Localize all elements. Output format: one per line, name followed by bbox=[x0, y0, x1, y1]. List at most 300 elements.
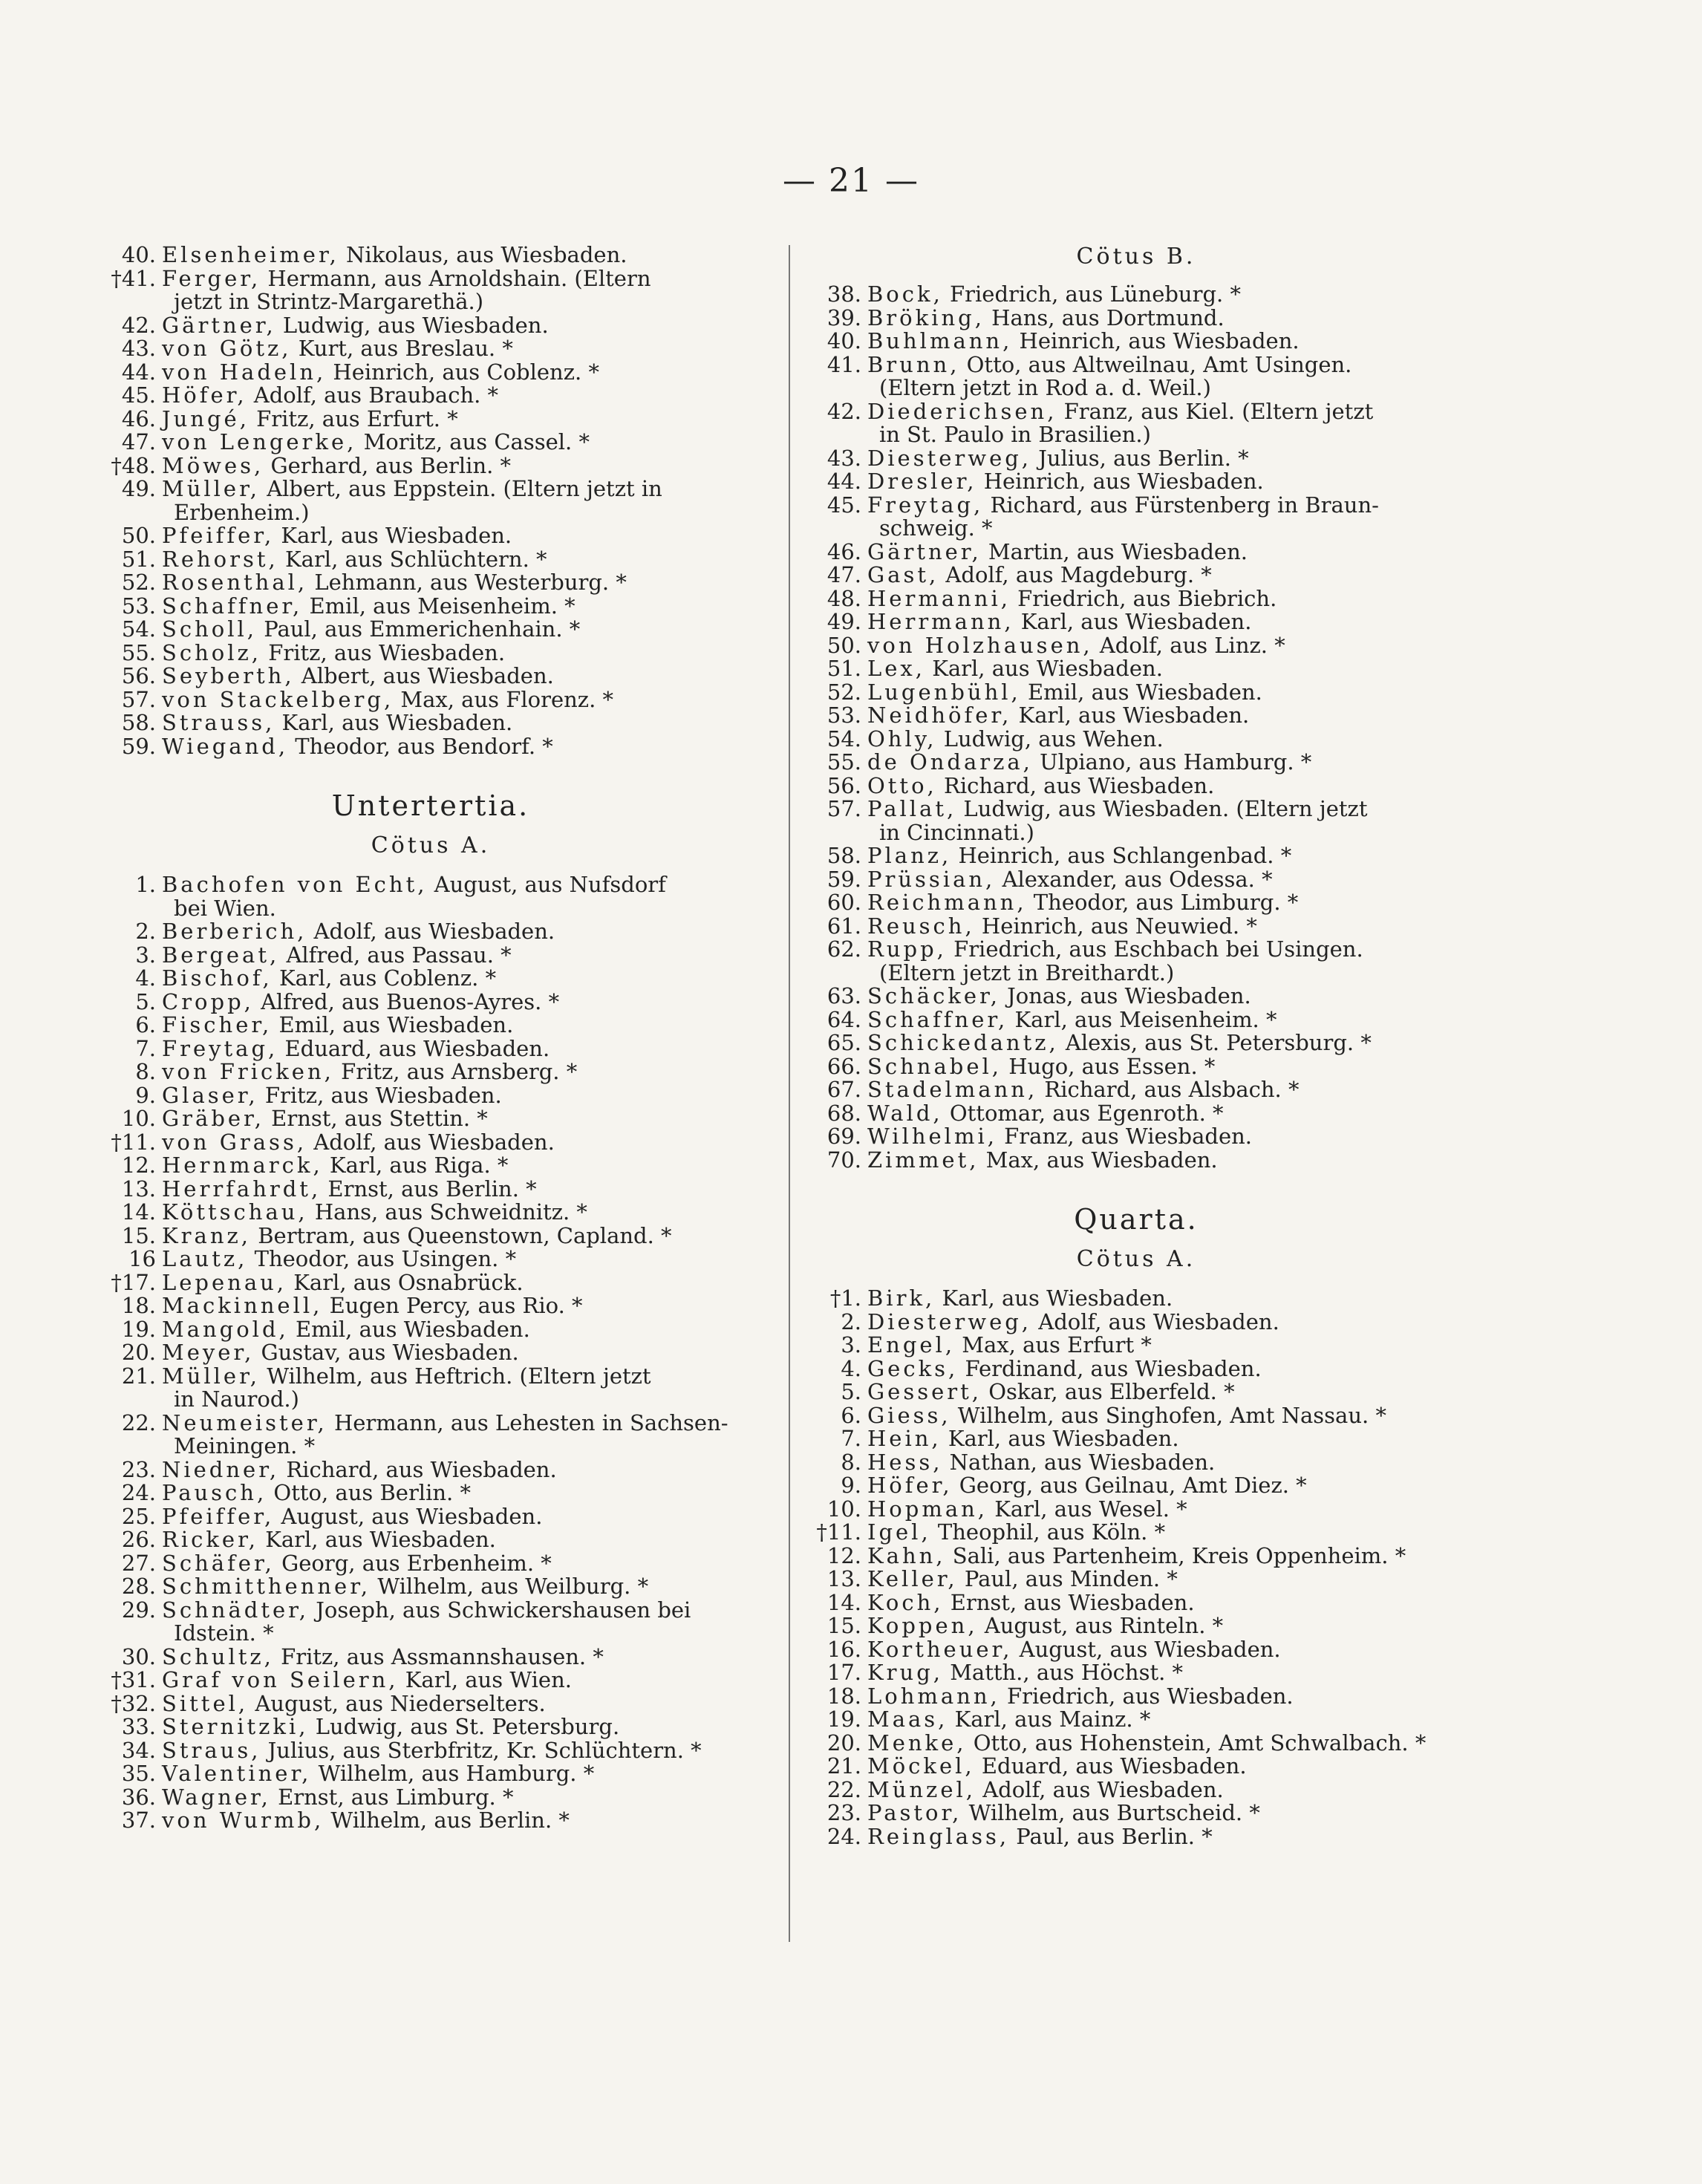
entry-number: 47. bbox=[121, 429, 156, 454]
entry-details: Wilhelm, aus Singhofen, Amt Nassau. * bbox=[951, 1402, 1386, 1428]
entry-number: 68. bbox=[826, 1100, 861, 1126]
entry-details: Albert, aus Eppstein. (Eltern jetzt in bbox=[259, 476, 662, 501]
list-item bbox=[809, 353, 1463, 400]
entry-details: Theodor, aus Bendorf. * bbox=[288, 733, 553, 759]
entry-number: 7. bbox=[841, 1426, 861, 1451]
entry-number: 33. bbox=[121, 1714, 156, 1739]
entry-continuation: bei Wien. bbox=[174, 895, 276, 921]
list-item bbox=[104, 244, 757, 267]
entry-surname: Rupp, bbox=[867, 936, 947, 962]
entry-number: 5. bbox=[135, 988, 156, 1014]
entry-surname: Koppen, bbox=[867, 1613, 978, 1638]
entry-number: 46. bbox=[121, 405, 156, 431]
entry-details: Friedrich, aus Wiesbaden. bbox=[1000, 1683, 1294, 1709]
entry-details: Ludwig, aus St. Petersburg. bbox=[308, 1714, 620, 1739]
entry-details: Hugo, aus Essen. * bbox=[1001, 1053, 1216, 1079]
entry-surname: von Grass, bbox=[162, 1129, 307, 1155]
entry-number: 9. bbox=[135, 1082, 156, 1108]
entry-number: 53. bbox=[121, 593, 156, 619]
entry-number: 16. bbox=[826, 1636, 861, 1662]
list-item bbox=[104, 967, 757, 991]
entry-details: Hans, aus Dortmund. bbox=[984, 304, 1225, 330]
entry-details: Otto, aus Hohenstein, Amt Schwalbach. * bbox=[966, 1730, 1427, 1756]
list-item bbox=[104, 1318, 757, 1342]
list-item bbox=[104, 1294, 757, 1318]
list-item bbox=[104, 988, 757, 1014]
list-item bbox=[809, 915, 1463, 939]
list-item bbox=[809, 1802, 1463, 1825]
entry-number: 21. bbox=[121, 1363, 156, 1389]
entry-number: 16 bbox=[128, 1246, 156, 1271]
list-item bbox=[104, 688, 757, 712]
entry-surname: Maas, bbox=[867, 1707, 948, 1732]
entry-details: Hermann, aus Arnoldshain. (Eltern bbox=[261, 265, 651, 291]
entry-details: Franz, aus Kiel. (Eltern jetzt bbox=[1057, 398, 1374, 424]
list-item bbox=[104, 1692, 757, 1716]
list-item bbox=[104, 1060, 757, 1084]
entry-surname: Planz, bbox=[867, 843, 952, 868]
entry-number: 4. bbox=[841, 1355, 861, 1381]
entry-surname: Keller, bbox=[867, 1566, 958, 1591]
entry-surname: Kahn, bbox=[867, 1542, 946, 1568]
list-item bbox=[104, 735, 757, 759]
entry-number: 21. bbox=[826, 1753, 861, 1779]
entry-details: Max, aus Erfurt * bbox=[955, 1332, 1152, 1357]
entry-list bbox=[809, 1287, 1463, 1848]
entry-details: Alfred, aus Buenos-Ayres. * bbox=[253, 988, 560, 1014]
entry-details: Heinrich, aus Neuwied. * bbox=[974, 913, 1257, 939]
entry-surname: Pfeiffer, bbox=[162, 523, 275, 548]
entry-details: Karl, aus Wien. bbox=[398, 1667, 572, 1692]
entry-number: 38. bbox=[826, 281, 861, 307]
entry-details: Wilhelm, aus Heftrich. (Eltern jetzt bbox=[259, 1363, 651, 1389]
entry-details: Julius, aus Sterbfritz, Kr. Schlüchtern. * bbox=[261, 1737, 702, 1763]
entry-details: Fritz, aus Wiesbaden. bbox=[258, 1082, 502, 1108]
list-item bbox=[104, 1201, 757, 1225]
list-item bbox=[104, 1552, 757, 1576]
entry-number: 65. bbox=[826, 1030, 861, 1055]
entry-surname: von Götz, bbox=[162, 336, 292, 361]
entry-details: Georg, aus Geilnau, Amt Diez. * bbox=[952, 1473, 1307, 1498]
entry-number: 39. bbox=[826, 304, 861, 330]
entry-number: 55. bbox=[121, 639, 156, 665]
entry-surname: Koch, bbox=[867, 1589, 944, 1615]
entry-number: 5. bbox=[841, 1379, 861, 1404]
entry-number: 45. bbox=[121, 382, 156, 408]
entry-details: Moritz, aus Cassel. * bbox=[356, 429, 590, 454]
entry-surname: Otto, bbox=[867, 772, 937, 798]
entry-number: 24. bbox=[826, 1823, 861, 1849]
entry-number: 13. bbox=[121, 1176, 156, 1202]
entry-surname: Schaffner, bbox=[867, 1006, 1008, 1032]
entry-number: 46. bbox=[826, 538, 861, 564]
entry-surname: Herrmann, bbox=[867, 609, 1014, 634]
entry-surname: Münzel, bbox=[867, 1776, 976, 1802]
entry-number: 20. bbox=[826, 1730, 861, 1756]
entry-number: 51. bbox=[121, 546, 156, 572]
list-item bbox=[809, 470, 1463, 494]
list-item bbox=[809, 447, 1463, 471]
list-item bbox=[104, 1762, 757, 1786]
list-item bbox=[809, 1498, 1463, 1522]
list-item bbox=[104, 384, 757, 408]
entry-surname: Schultz, bbox=[162, 1643, 274, 1669]
entry-details: Karl, aus Wiesbaden. bbox=[941, 1426, 1179, 1451]
entry-surname: Reinglass, bbox=[867, 1823, 1010, 1849]
entry-details: Gustav, aus Wiesbaden. bbox=[254, 1340, 519, 1365]
entry-surname: Bischof, bbox=[162, 965, 273, 991]
entry-details: Oskar, aus Elberfeld. * bbox=[982, 1379, 1235, 1404]
list-item bbox=[104, 1271, 757, 1295]
entry-number: †41. bbox=[111, 265, 156, 291]
entry-details: Adolf, aus Linz. * bbox=[1092, 632, 1285, 658]
list-item bbox=[809, 1732, 1463, 1756]
list-item bbox=[809, 1031, 1463, 1055]
entry-surname: Bachofen von Echt, bbox=[162, 872, 428, 897]
entry-details: Richard, aus Alsbach. * bbox=[1037, 1077, 1300, 1102]
list-item bbox=[104, 1643, 757, 1669]
list-item bbox=[809, 985, 1463, 1008]
entry-details: Ludwig, aus Wiesbaden. bbox=[275, 312, 549, 338]
list-item bbox=[104, 1365, 757, 1412]
list-item bbox=[809, 1708, 1463, 1732]
entry-surname: Gärtner, bbox=[162, 312, 276, 338]
entry-surname: von Holzhausen, bbox=[867, 632, 1093, 658]
entry-surname: Müller, bbox=[162, 476, 260, 501]
list-item bbox=[104, 1458, 757, 1482]
entry-details: Karl, aus Riga. * bbox=[322, 1153, 509, 1178]
entry-number: 6. bbox=[841, 1402, 861, 1428]
entry-details: Hermann, aus Lehesten in Sachsen- bbox=[327, 1409, 728, 1435]
entry-number: 35. bbox=[121, 1761, 156, 1786]
list-item bbox=[104, 1715, 757, 1739]
list-item bbox=[104, 1248, 757, 1271]
list-item bbox=[104, 1014, 757, 1037]
entry-surname: Valentiner, bbox=[162, 1761, 312, 1786]
entry-details: Julius, aus Berlin. * bbox=[1031, 445, 1249, 471]
entry-details: Alexis, aus St. Petersburg. * bbox=[1058, 1030, 1372, 1055]
list-item bbox=[809, 564, 1463, 587]
entry-surname: Wiegand, bbox=[162, 733, 289, 759]
list-item bbox=[809, 304, 1463, 330]
entry-surname: Lex, bbox=[867, 656, 925, 681]
entry-number: 12. bbox=[826, 1542, 861, 1568]
list-item bbox=[809, 772, 1463, 798]
entry-number: 64. bbox=[826, 1006, 861, 1032]
list-item bbox=[104, 477, 757, 524]
entry-details: Karl, aus Wesel. * bbox=[988, 1496, 1187, 1522]
entry-surname: Reichmann, bbox=[867, 890, 1027, 915]
entry-details: Adolf, aus Wiesbaden. bbox=[1031, 1308, 1279, 1334]
entry-surname: Reusch, bbox=[867, 913, 975, 939]
entry-number: 56. bbox=[826, 772, 861, 798]
entry-number: 63. bbox=[826, 983, 861, 1008]
entry-continuation: (Eltern jetzt in Rod a. d. Weil.) bbox=[879, 375, 1211, 400]
entry-surname: Jungé, bbox=[162, 405, 250, 431]
entry-number: 22. bbox=[121, 1409, 156, 1435]
list-item bbox=[809, 1591, 1463, 1615]
entry-surname: Schäcker, bbox=[867, 983, 1000, 1008]
page-number: — 21 — bbox=[783, 162, 919, 200]
list-item bbox=[809, 704, 1463, 728]
entry-details: Gerhard, aus Berlin. * bbox=[264, 452, 512, 478]
entry-details: Adolf, aus Wiesbaden. bbox=[307, 919, 555, 944]
entry-surname: Müller, bbox=[162, 1363, 260, 1389]
entry-details: Adolf, aus Braubach. * bbox=[247, 382, 499, 408]
entry-surname: Glaser, bbox=[162, 1082, 258, 1108]
list-item bbox=[809, 283, 1463, 307]
entry-details: Paul, aus Berlin. * bbox=[1009, 1823, 1213, 1849]
entry-number: †1. bbox=[829, 1285, 861, 1311]
entry-surname: Neumeister, bbox=[162, 1409, 327, 1435]
entry-surname: Lohmann, bbox=[867, 1683, 1000, 1709]
list-item bbox=[809, 330, 1463, 353]
list-item bbox=[104, 873, 757, 920]
entry-details: Heinrich, aus Wiesbaden. bbox=[976, 469, 1264, 494]
entry-surname: Niedner, bbox=[162, 1456, 280, 1482]
entry-number: †11. bbox=[111, 1129, 156, 1155]
list-item bbox=[104, 1131, 757, 1155]
entry-surname: Bröking, bbox=[867, 304, 985, 330]
entry-number: 13. bbox=[826, 1566, 861, 1591]
entry-surname: Igel, bbox=[867, 1519, 931, 1545]
entry-details: Sali, aus Partenheim, Kreis Oppenheim. * bbox=[945, 1542, 1406, 1568]
entry-surname: Schnädter, bbox=[162, 1597, 310, 1623]
entry-continuation: Meiningen. * bbox=[174, 1433, 316, 1458]
list-item bbox=[104, 1341, 757, 1365]
entry-surname: Möckel, bbox=[867, 1753, 975, 1779]
entry-surname: Bock, bbox=[867, 281, 943, 307]
entry-details: Karl, aus Wiesbaden. bbox=[274, 523, 512, 548]
entry-number: 3. bbox=[841, 1332, 861, 1357]
entry-details: Lehmann, aus Westerburg. * bbox=[307, 570, 627, 595]
entry-details: Wilhelm, aus Burtscheid. * bbox=[962, 1800, 1260, 1825]
list-item bbox=[104, 1505, 757, 1529]
entry-number: 6. bbox=[135, 1012, 156, 1037]
entry-number: 7. bbox=[135, 1035, 156, 1061]
entry-surname: Scholz, bbox=[162, 639, 262, 665]
list-item bbox=[809, 1381, 1463, 1404]
entry-surname: Gast, bbox=[867, 562, 939, 587]
entry-details: Karl, aus Wiesbaden. bbox=[275, 710, 513, 735]
entry-number: 55. bbox=[826, 749, 861, 775]
entry-number: 20. bbox=[121, 1340, 156, 1365]
entry-number: 24. bbox=[121, 1480, 156, 1505]
list-item bbox=[104, 405, 757, 431]
entry-number: 1. bbox=[135, 872, 156, 897]
entry-number: 19. bbox=[121, 1316, 156, 1342]
entry-number: 59. bbox=[121, 733, 156, 759]
list-item bbox=[104, 337, 757, 361]
entry-details: Emil, aus Wiesbaden. bbox=[288, 1316, 530, 1342]
entry-surname: Schaffner, bbox=[162, 593, 303, 619]
entry-surname: Rosenthal, bbox=[162, 570, 308, 595]
entry-details: Fritz, aus Erfurt. * bbox=[249, 405, 458, 431]
entry-number: 15. bbox=[826, 1613, 861, 1638]
list-item bbox=[104, 1528, 757, 1552]
entry-details: Heinrich, aus Wiesbaden. bbox=[1012, 328, 1300, 353]
entry-surname: Sternitzki, bbox=[162, 1714, 309, 1739]
entry-number: 22. bbox=[826, 1776, 861, 1802]
list-item bbox=[104, 1178, 757, 1202]
entry-number: 2. bbox=[135, 919, 156, 944]
entry-details: Richard, aus Wiesbaden. bbox=[936, 772, 1215, 798]
entry-details: Theophil, aus Köln. * bbox=[930, 1519, 1166, 1545]
entry-number: 50. bbox=[826, 632, 861, 658]
entry-list bbox=[104, 873, 757, 1833]
entry-number: †17. bbox=[111, 1269, 156, 1295]
entry-details: Richard, aus Fürstenberg in Braun- bbox=[983, 492, 1379, 518]
entry-surname: Seyberth, bbox=[162, 663, 295, 688]
entry-details: Alexander, aus Odessa. * bbox=[995, 866, 1273, 892]
entry-surname: Köttschau, bbox=[162, 1199, 308, 1225]
list-item bbox=[104, 595, 757, 619]
entry-details: Albert, aus Wiesbaden. bbox=[294, 663, 554, 688]
entry-number: 42. bbox=[826, 398, 861, 424]
entry-details: Otto, aus Altweilnau, Amt Usingen. bbox=[959, 351, 1352, 377]
entry-surname: Bergeat, bbox=[162, 942, 280, 968]
entry-number: 49. bbox=[121, 476, 156, 501]
entry-details: Paul, aus Emmerichenhain. * bbox=[257, 616, 581, 642]
list-item bbox=[809, 1102, 1463, 1126]
entry-surname: Sittel, bbox=[162, 1690, 249, 1716]
entry-surname: Pfeiffer, bbox=[162, 1503, 275, 1529]
entry-surname: von Fricken, bbox=[162, 1059, 334, 1084]
list-item bbox=[809, 610, 1463, 634]
entry-surname: Ferger, bbox=[162, 265, 261, 291]
right-column bbox=[809, 244, 1463, 1848]
entry-surname: Meyer, bbox=[162, 1340, 255, 1365]
entry-surname: Gecks, bbox=[867, 1355, 959, 1381]
list-item bbox=[104, 548, 757, 572]
entry-surname: Hess, bbox=[867, 1449, 943, 1475]
list-item bbox=[809, 587, 1463, 611]
entry-surname: Diederichsen, bbox=[867, 398, 1057, 424]
list-item bbox=[809, 1638, 1463, 1662]
entry-surname: Gärtner, bbox=[867, 538, 982, 564]
list-item bbox=[104, 1154, 757, 1178]
entry-details: August, aus Rinteln. * bbox=[977, 1613, 1224, 1638]
entry-details: Ottomar, aus Egenroth. * bbox=[942, 1100, 1224, 1126]
list-item bbox=[104, 361, 757, 385]
list-item bbox=[104, 267, 757, 314]
entry-details: Fritz, aus Arnsberg. * bbox=[333, 1059, 578, 1084]
entry-details: Adolf, aus Wiesbaden. bbox=[307, 1129, 555, 1155]
entry-details: Ulpiano, aus Hamburg. * bbox=[1032, 749, 1312, 775]
entry-details: Alfred, aus Passau. * bbox=[279, 942, 512, 968]
entry-surname: Zimmet, bbox=[867, 1147, 979, 1173]
entry-details: August, aus Wiesbaden. bbox=[1012, 1636, 1281, 1662]
list-item bbox=[809, 1825, 1463, 1849]
entry-number: 34. bbox=[121, 1737, 156, 1763]
entry-number: 52. bbox=[826, 679, 861, 705]
entry-continuation: in St. Paulo in Brasilien.) bbox=[879, 422, 1151, 447]
entry-surname: Graf von Seilern, bbox=[162, 1667, 399, 1692]
list-item bbox=[809, 751, 1463, 775]
list-item bbox=[809, 1334, 1463, 1357]
entry-surname: Wagner, bbox=[162, 1784, 271, 1810]
entry-surname: Dresler, bbox=[867, 469, 977, 494]
entry-number: 41. bbox=[826, 351, 861, 377]
entry-surname: Engel, bbox=[867, 1332, 956, 1357]
entry-details: Wilhelm, aus Berlin. * bbox=[324, 1807, 570, 1833]
list-item bbox=[104, 665, 757, 688]
entry-number: 54. bbox=[121, 616, 156, 642]
entry-surname: Hein, bbox=[867, 1426, 942, 1451]
entry-number: †31. bbox=[111, 1667, 156, 1692]
entry-surname: Schmitthenner, bbox=[162, 1574, 371, 1599]
entry-number: 67. bbox=[826, 1077, 861, 1102]
list-item bbox=[104, 639, 757, 665]
list-item bbox=[809, 1055, 1463, 1079]
list-item bbox=[809, 1149, 1463, 1173]
entry-details: Friedrich, aus Biebrich. bbox=[1010, 585, 1277, 611]
list-item bbox=[104, 1409, 757, 1458]
entry-details: Karl, aus Osnabrück. bbox=[287, 1269, 524, 1295]
entry-number: 60. bbox=[826, 890, 861, 915]
list-item bbox=[104, 1084, 757, 1108]
entry-surname: Birk, bbox=[867, 1285, 936, 1311]
list-item bbox=[809, 798, 1463, 844]
entry-number: 37. bbox=[121, 1807, 156, 1833]
section-title-quarta: Quarta. bbox=[1074, 1203, 1199, 1236]
entry-surname: de Ondarza, bbox=[867, 749, 1033, 775]
entry-surname: Stadelmann, bbox=[867, 1077, 1038, 1102]
entry-number: 53. bbox=[826, 703, 861, 728]
entry-number: 14. bbox=[121, 1199, 156, 1225]
list-item bbox=[104, 1786, 757, 1810]
entry-surname: von Wurmb, bbox=[162, 1807, 325, 1833]
list-item bbox=[809, 938, 1463, 985]
entry-surname: Wilhelmi, bbox=[867, 1124, 997, 1149]
entry-details: Ludwig, aus Wehen. bbox=[936, 726, 1164, 752]
entry-number: 56. bbox=[121, 663, 156, 688]
entry-details: Adolf, aus Wiesbaden. bbox=[975, 1776, 1224, 1802]
entry-details: Wilhelm, aus Weilburg. * bbox=[371, 1574, 649, 1599]
list-item bbox=[809, 538, 1463, 564]
list-item bbox=[104, 431, 757, 454]
entry-details: Theodor, aus Limburg. * bbox=[1026, 890, 1299, 915]
entry-number: 62. bbox=[826, 936, 861, 962]
entry-details: Heinrich, aus Schlangenbad. * bbox=[951, 843, 1292, 868]
list-item bbox=[104, 454, 757, 478]
entry-surname: Schäfer, bbox=[162, 1550, 275, 1576]
entry-surname: Berberich, bbox=[162, 919, 307, 944]
entry-surname: Hermanni, bbox=[867, 585, 1011, 611]
entry-surname: Pallat, bbox=[867, 796, 957, 821]
entry-details: Karl, aus Coblenz. * bbox=[272, 965, 497, 991]
entry-surname: Strauss, bbox=[162, 710, 275, 735]
entry-surname: Mangold, bbox=[162, 1316, 289, 1342]
entry-details: Ernst, aus Limburg. * bbox=[270, 1784, 514, 1810]
list-item bbox=[809, 1427, 1463, 1451]
list-item bbox=[809, 657, 1463, 681]
list-item bbox=[809, 1357, 1463, 1381]
entry-number: 8. bbox=[135, 1059, 156, 1084]
entry-number: 44. bbox=[121, 359, 156, 385]
entry-continuation: in Cincinnati.) bbox=[879, 819, 1034, 845]
list-item bbox=[809, 1078, 1463, 1102]
entry-details: Emil, aus Wiesbaden. bbox=[272, 1012, 514, 1037]
entry-surname: Krug, bbox=[867, 1660, 943, 1685]
entry-surname: Hernmarck, bbox=[162, 1153, 323, 1178]
entry-number: 10. bbox=[121, 1106, 156, 1131]
entry-number: 23. bbox=[121, 1456, 156, 1482]
entry-surname: Kranz, bbox=[162, 1222, 251, 1248]
list-item bbox=[104, 1599, 757, 1646]
entry-details: Ernst, aus Wiesbaden. bbox=[943, 1589, 1195, 1615]
entry-surname: Hopman, bbox=[867, 1496, 988, 1522]
